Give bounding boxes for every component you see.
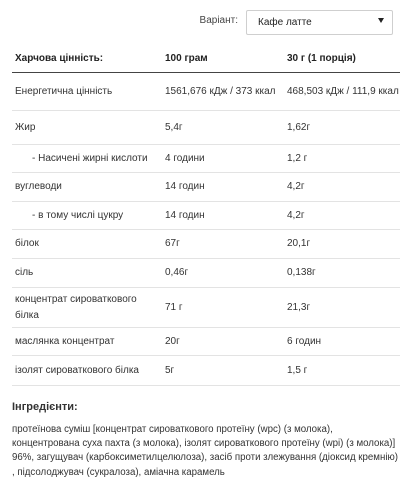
value-per-100g: 4 години xyxy=(162,145,284,173)
table-row xyxy=(12,173,400,202)
value-per-serving: 4,2г xyxy=(284,173,400,202)
table-row xyxy=(12,230,400,259)
table-row xyxy=(12,202,400,230)
table-row xyxy=(12,145,400,173)
variant-selected-value: Кафе латте xyxy=(258,17,312,28)
header-nutrient: Харчова цінність: xyxy=(12,45,162,73)
nutrient-name: - Насичені жирні кислоти xyxy=(12,145,162,173)
nutrient-name: сіль xyxy=(12,259,162,288)
nutrient-name: концентрат сироваткового білка xyxy=(12,288,162,328)
ingredients-text: протеїнова суміш [концентрат сироваткового протеїну (wpc) (з молока), концентрована суха пахта (з молока), ізолят сироваткового протеїну (wpi) (з молока)] 96%, загущувач (карбоксиметилцелюлоза), засіб проти злежування (діоксид кремнію) , підсолоджувач (сукралоза), аміачна карамель xyxy=(12,424,398,478)
nutrient-name: вуглеводи xyxy=(12,173,162,202)
value-per-100g: 14 годин xyxy=(162,202,284,230)
value-per-serving: 21,3г xyxy=(284,288,400,328)
value-per-serving: 20,1г xyxy=(284,230,400,259)
value-per-serving: 6 годин xyxy=(284,328,400,356)
value-per-100g: 67г xyxy=(162,230,284,259)
nutrient-name: Жир xyxy=(12,111,162,145)
value-per-100g: 1561,676 кДж / 373 ккал xyxy=(162,73,284,111)
value-per-100g: 0,46г xyxy=(162,259,284,288)
header-per-serving: 30 г (1 порція) xyxy=(284,45,400,73)
ingredients-title: Інгредієнти: xyxy=(12,401,78,413)
value-per-serving: 1,2 г xyxy=(284,145,400,173)
value-per-serving: 0,138г xyxy=(284,259,400,288)
value-per-serving: 1,5 г xyxy=(284,356,400,386)
value-per-serving: 468,503 кДж / 111,9 ккал xyxy=(284,73,400,111)
value-per-100g: 5,4г xyxy=(162,111,284,145)
nutrient-name: Енергетична цінність xyxy=(12,73,162,111)
table-row xyxy=(12,288,400,328)
header-per-100g: 100 грам xyxy=(162,45,284,73)
nutrition-table-header xyxy=(12,45,400,73)
nutrition-table xyxy=(12,45,400,386)
nutrient-name: - в тому числі цукру xyxy=(12,202,162,230)
table-row xyxy=(12,259,400,288)
variant-label: Варіант: xyxy=(199,15,238,26)
value-per-serving: 4,2г xyxy=(284,202,400,230)
value-per-100g: 71 г xyxy=(162,288,284,328)
table-row xyxy=(12,328,400,356)
nutrient-name: маслянка концентрат xyxy=(12,328,162,356)
value-per-serving: 1,62г xyxy=(284,111,400,145)
nutrient-name: білок xyxy=(12,230,162,259)
value-per-100g: 14 годин xyxy=(162,173,284,202)
caret-down-icon xyxy=(378,18,384,23)
nutrient-name: ізолят сироваткового білка xyxy=(12,356,162,386)
table-row xyxy=(12,111,400,145)
variant-selector-row xyxy=(0,10,412,36)
value-per-100g: 5г xyxy=(162,356,284,386)
value-per-100g: 20г xyxy=(162,328,284,356)
variant-dropdown[interactable] xyxy=(246,10,393,35)
table-row xyxy=(12,73,400,111)
table-row xyxy=(12,356,400,386)
